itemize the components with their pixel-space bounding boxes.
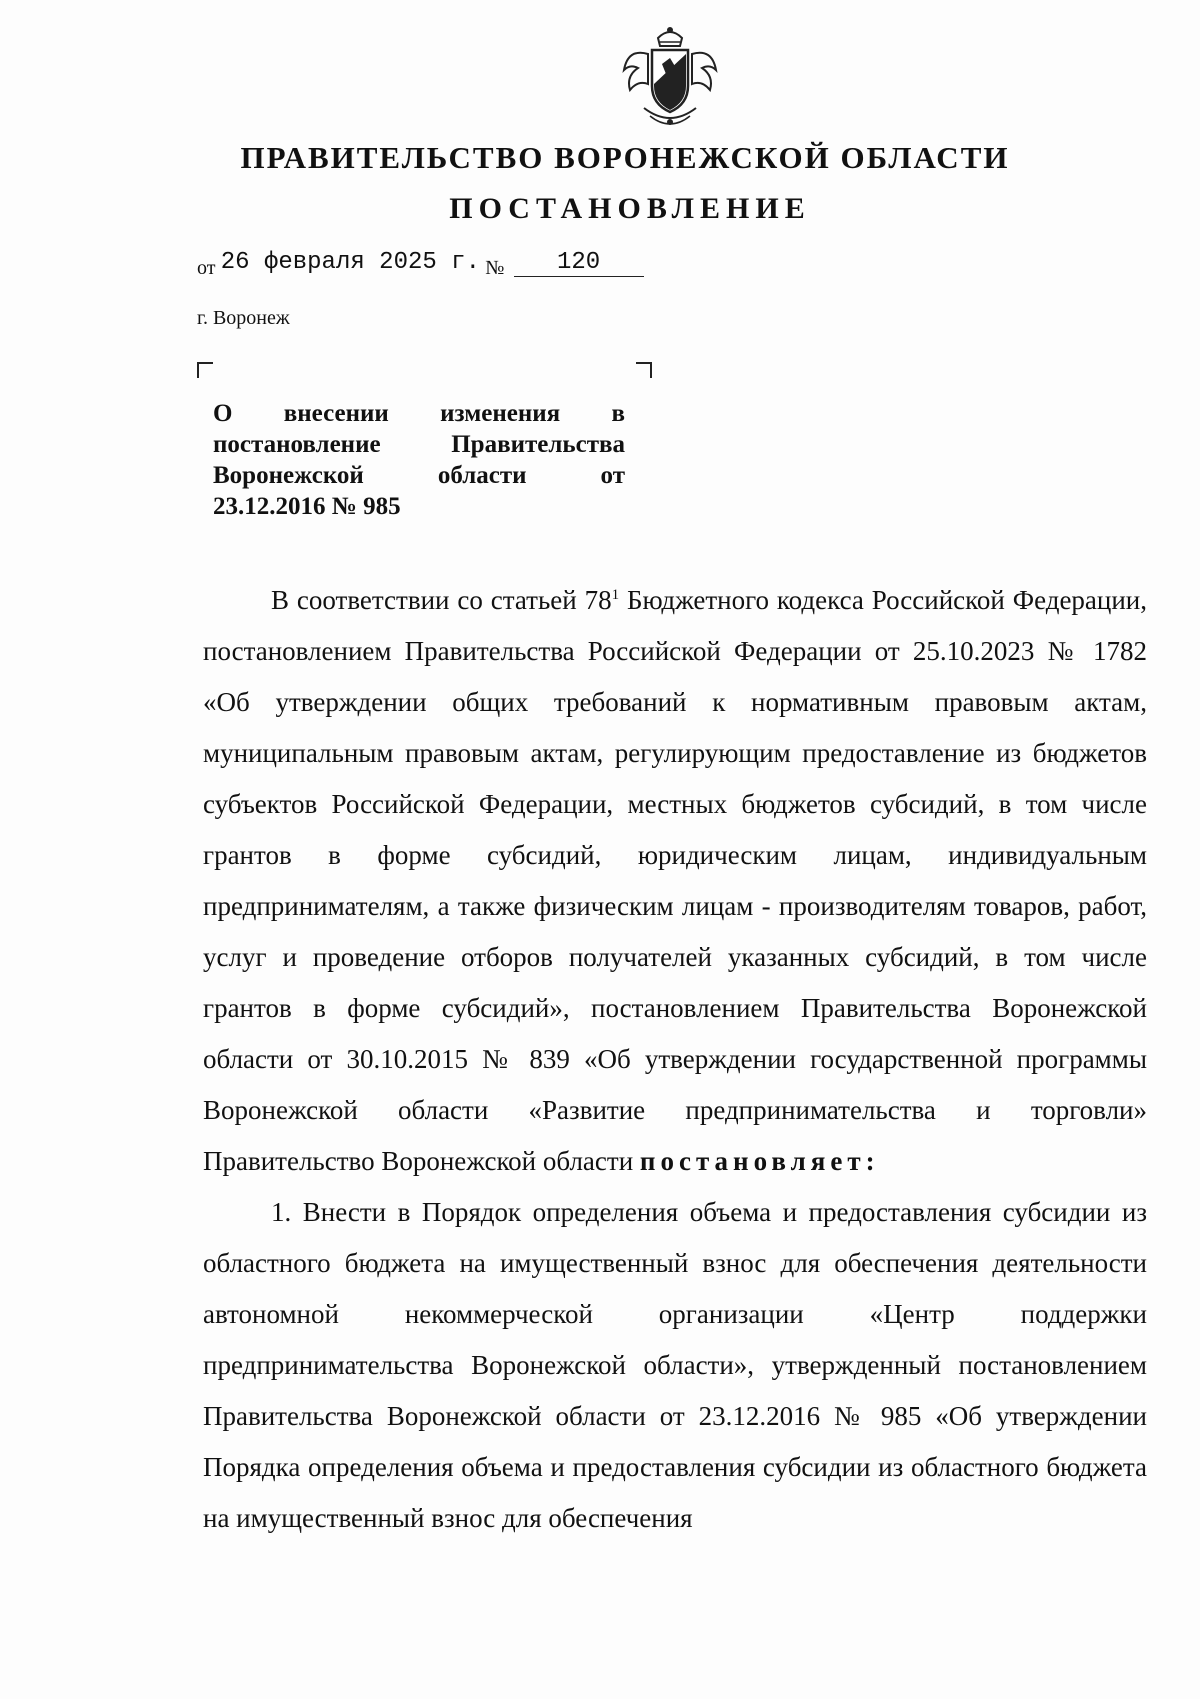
subject-line: О внесении изменения в [213,400,625,427]
document-date: 26 февраля 2025 г. [220,249,480,276]
number-prefix: № [485,257,505,279]
clause-1-paragraph: 1. Внести в Порядок определения объема и предоставления субсидии из областного бюджета на имущественный взнос для обеспечения деятельности автономной некоммерческой организации «Центр поддержки предпринимательства Воронежской области», утвержденный постановлением Правительства Воронежской области от 23.12.2016 № 985 «Об утверждении Порядка определения объема и предоставления субсидии из областного бюджета на имущественный взнос для обеспечения [203,1197,1147,1533]
date-number-line [197,249,644,283]
document-body [203,575,1147,1544]
document-number: 120 [514,249,644,277]
subject-line: 23.12.2016 № 985 [213,493,401,520]
preamble-text-start: В соответствии со статьей 78 [271,585,612,615]
date-prefix: от [197,257,216,279]
voronezh-coat-of-arms-icon [618,24,722,132]
government-title: ПРАВИТЕЛЬСТВО ВОРОНЕЖСКОЙ ОБЛАСТИ [240,140,1010,175]
article-superscript: 1 [611,587,620,603]
preamble-text: Бюджетного кодекса Российской Федерации, постановлением Правительства Российской Федерации от 25.10.2023 № 1782 «Об утверждении общих требований к нормативным правовым актам, муниципальным правовым актам, регулирующим предоставление из бюджетов субъектов Российской Федерации, местных бюджетов субсидий, в том числе грантов в форме субсидий, юридическим лицам, индивидуальным предпринимателям, а также физическим лицам - производителям товаров, работ, услуг и проведение отборов получателей указанных субсидий, в том числе грантов в форме субсидий», постановлением Правительства Воронежской области от 30.10.2015 № 839 «Об утверждении государственной программы Воронежской области «Развитие предпринимательства и торговли» Правительство Воронежской области [203,585,1148,1176]
document-subject [213,398,625,522]
subject-corner-left [197,362,213,378]
subject-line: Воронежской области от [213,462,625,489]
subject-corner-right [636,362,652,378]
decree-word: постановляет: [639,1146,880,1176]
subject-line: постановление Правительства [213,431,625,458]
document-type: ПОСТАНОВЛЕНИЕ [449,192,811,225]
city: г. Воронеж [197,307,290,329]
preamble-paragraph [203,575,1147,1187]
